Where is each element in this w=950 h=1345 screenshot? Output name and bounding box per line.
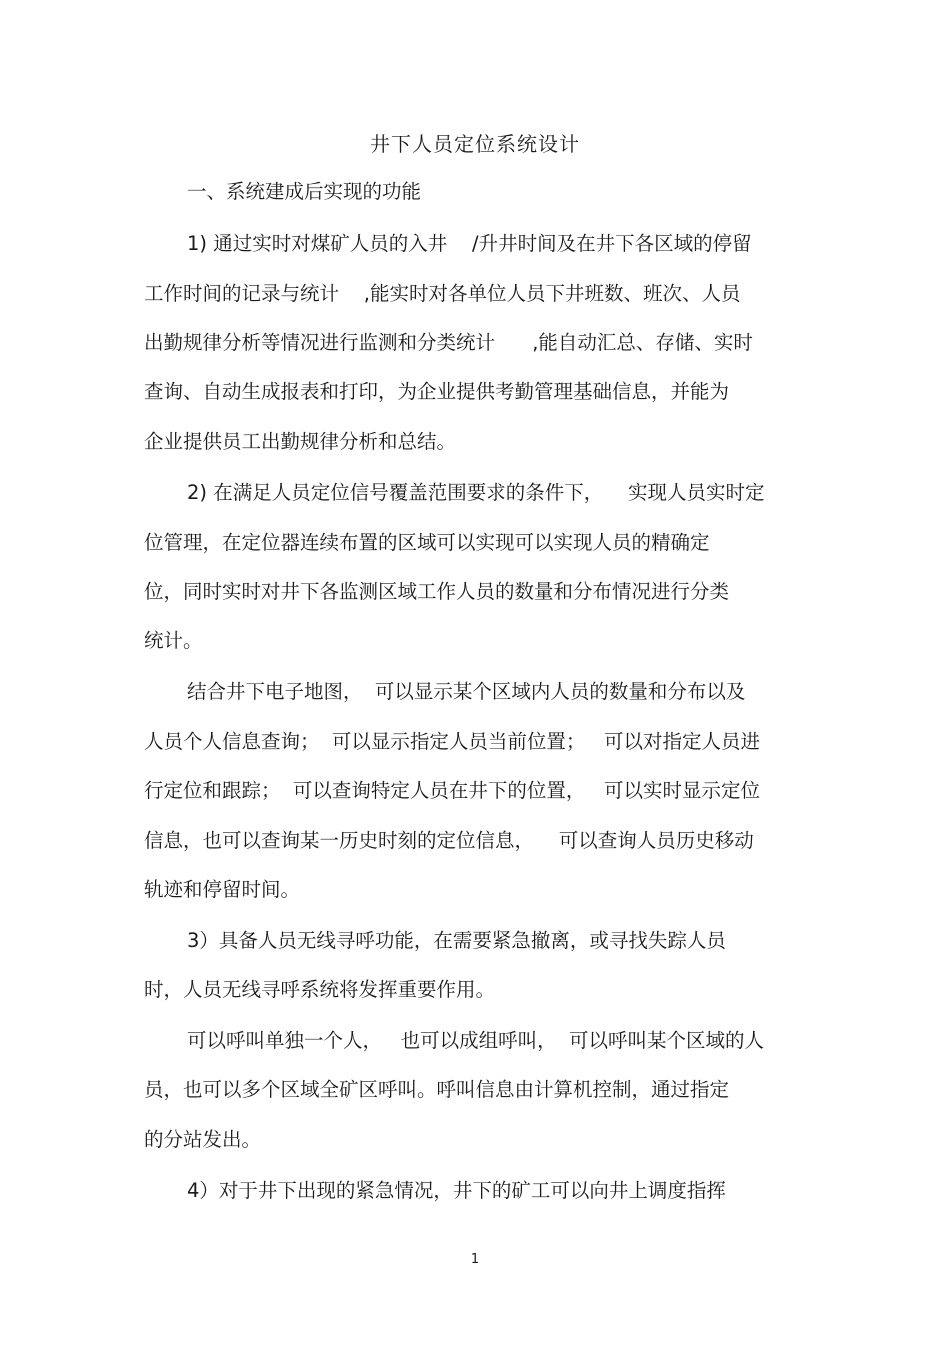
paragraph-line: 3）具备人员无线寻呼功能，在需要紧急撤离，或寻找失踪人员 xyxy=(187,929,726,952)
paragraph-line: 1) 通过实时对煤矿人员的入井 /升井时间及在井下各区域的停留 xyxy=(187,232,752,255)
document-title: 井下人员定位系统设计 xyxy=(370,132,580,156)
paragraph-line: 工作时间的记录与统计 ,能实时对各单位人员下井班数、班次、人员 xyxy=(144,282,741,305)
paragraph-line: 4）对于井下出现的紧急情况，井下的矿工可以向井上调度指挥 xyxy=(187,1179,726,1202)
section-heading: 一、系统建成后实现的功能 xyxy=(187,180,422,203)
paragraph-line: 出勤规律分析等情况进行监测和分类统计 ,能自动汇总、存储、实时 xyxy=(144,331,753,354)
paragraph-line: 人员个人信息查询； 可以显示指定人员当前位置； 可以对指定人员进 xyxy=(144,730,760,753)
paragraph-line: 企业提供员工出勤规律分析和总结。 xyxy=(144,430,457,453)
paragraph-line: 结合井下电子地图， 可以显示某个区域内人员的数量和分布以及 xyxy=(187,680,746,703)
paragraph-line: 可以呼叫单独一个人， 也可以成组呼叫， 可以呼叫某个区域的人 xyxy=(187,1029,764,1052)
paragraph-line: 查询、自动生成报表和打印，为企业提供考勤管理基础信息，并能为 xyxy=(144,380,730,403)
paragraph-line: 位，同时实时对井下各监测区域工作人员的数量和分布情况进行分类 xyxy=(144,580,730,603)
paragraph-line: 信息，也可以查询某一历史时刻的定位信息， 可以查询人员历史移动 xyxy=(144,829,754,852)
paragraph-line: 2) 在满足人员定位信号覆盖范围要求的条件下， 实现人员实时定 xyxy=(187,481,765,504)
paragraph-line: 的分站发出。 xyxy=(144,1128,262,1151)
paragraph-line: 时，人员无线寻呼系统将发挥重要作用。 xyxy=(144,978,496,1001)
paragraph-line: 统计。 xyxy=(144,629,203,652)
page-number: 1 xyxy=(470,1252,480,1267)
paragraph-line: 位管理，在定位器连续布置的区域可以实现可以实现人员的精确定 xyxy=(144,531,710,554)
paragraph-line: 轨迹和停留时间。 xyxy=(144,878,301,901)
paragraph-line: 员，也可以多个区域全矿区呼叫。呼叫信息由计算机控制，通过指定 xyxy=(144,1078,730,1101)
paragraph-line: 行定位和跟踪； 可以查询特定人员在井下的位置， 可以实时显示定位 xyxy=(144,779,760,802)
